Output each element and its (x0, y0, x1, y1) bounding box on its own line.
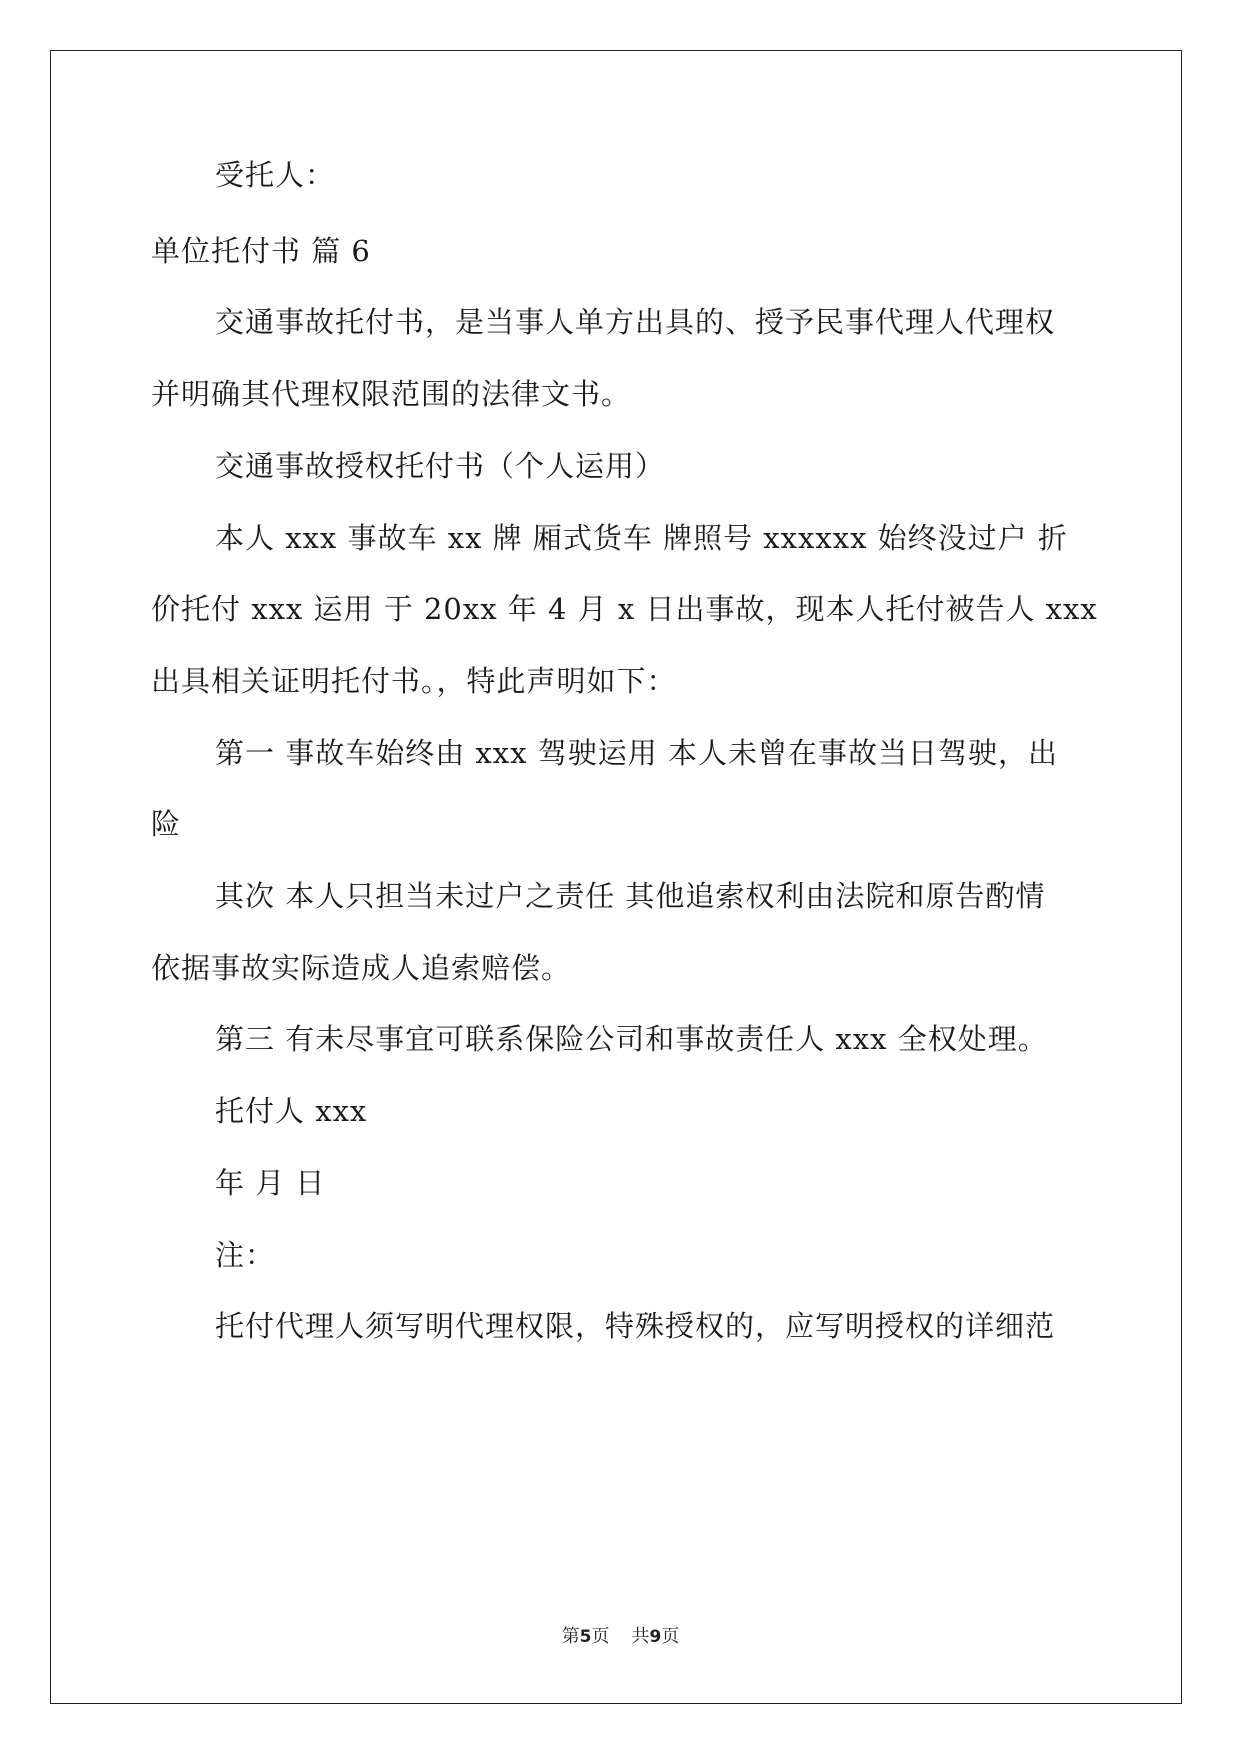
paragraph-line: 本人 xxx 事故车 xx 牌 厢式货车 牌照号 xxxxxx 始终没过户 折 (215, 521, 1068, 555)
paragraph-line: 并明确其代理权限范围的法律文书。 (151, 377, 632, 411)
page-label-suffix: 页 (591, 1626, 610, 1647)
paragraph-line: 依据事故实际造成人追索赔偿。 (151, 951, 572, 985)
date-line: 年 月 日 (215, 1166, 326, 1200)
total-page-count: 9 (649, 1627, 662, 1647)
paragraph-line: 价托付 xxx 运用 于 20xx 年 4 月 x 日出事故，现本人托付被告人 xxx (151, 592, 1098, 626)
page-label-prefix: 第 (561, 1626, 580, 1647)
paragraph-line: 出具相关证明托付书。，特此声明如下： (151, 664, 677, 698)
paragraph-line: 险 (151, 807, 182, 841)
paragraph-line: 第三 有未尽事宜可联系保险公司和事故责任人 xxx 全权处理。 (215, 1022, 1048, 1056)
paragraph-line: 第一 事故车始终由 xxx 驾驶运用 本人未曾在事故当日驾驶，出 (215, 736, 1058, 770)
current-page-number: 5 (579, 1627, 592, 1647)
signature-line: 托付人 xxx (215, 1094, 368, 1128)
paragraph-line: 托付代理人须写明代理权限，特殊授权的，应写明授权的详细范 (215, 1309, 1056, 1343)
paragraph-line: 交通事故托付书，是当事人单方出具的、授予民事代理人代理权 (215, 305, 1056, 339)
total-label-prefix: 共 (631, 1626, 650, 1647)
total-label-suffix: 页 (661, 1626, 680, 1647)
paragraph-line: 受托人： (215, 158, 336, 192)
page-footer (0, 1625, 1241, 1649)
note-label: 注： (215, 1238, 276, 1272)
section-heading: 单位托付书 篇 6 (151, 234, 371, 268)
paragraph-line: 其次 本人只担当未过户之责任 其他追索权利由法院和原告酌情 (215, 879, 1046, 913)
paragraph-line: 交通事故授权托付书（个人运用） (215, 449, 666, 483)
